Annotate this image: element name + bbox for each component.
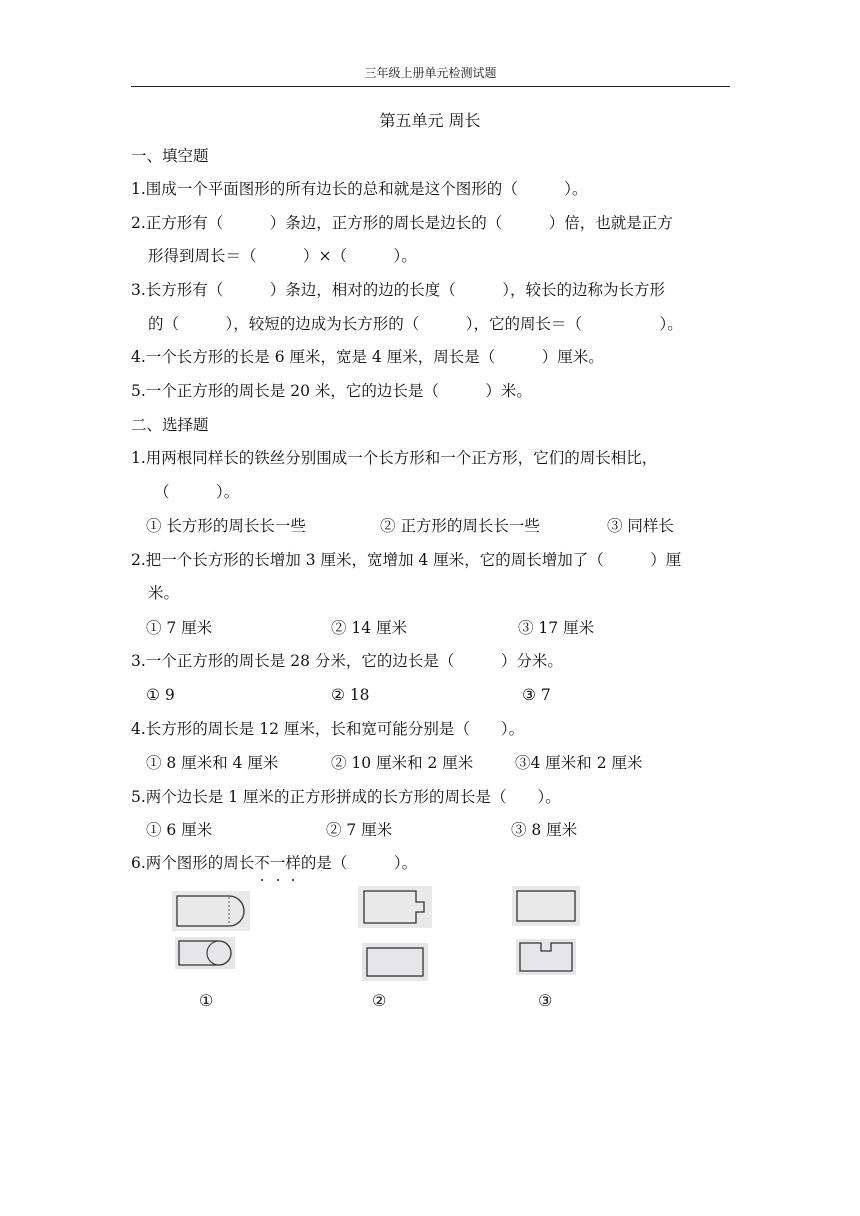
fill-question-1: 1.围成一个平面图形的所有边长的总和就是这个图形的（ ）。 — [131, 180, 588, 198]
choice-question-2-line-2: 米。 — [148, 584, 180, 602]
fill-question-2-line-1: 2.正方形有（ ）条边，正方形的周长是边长的（ ）倍，也就是正方 — [131, 214, 673, 232]
q6-text-post: 的是（ ）。 — [300, 854, 418, 872]
figure-2b-rect — [362, 943, 428, 981]
figure-label-2: ② — [372, 991, 387, 1010]
choice-5-option-3: ③ 8 厘米 — [511, 821, 578, 839]
choice-2-option-3: ③ 17 厘米 — [518, 619, 595, 637]
q6-text-pre: 6.两个图形的周长 — [131, 854, 255, 872]
figure-label-3: ③ — [538, 991, 553, 1010]
fill-question-5: 5.一个正方形的周长是 20 米，它的边长是（ ）米。 — [131, 382, 532, 400]
q6-emphasis-char: 样 — [285, 851, 301, 875]
choice-question-4: 4.长方形的周长是 12 厘米，长和宽可能分别是（ ）。 — [131, 720, 525, 738]
choice-1-option-1: ① 长方形的周长长一些 — [146, 517, 306, 535]
choice-question-2-line-1: 2.把一个长方形的长增加 3 厘米，宽增加 4 厘米，它的周长增加了（ ）厘 — [131, 551, 682, 569]
choice-3-option-2: ② 18 — [331, 686, 370, 704]
figure-1a-rect-semicircle-dashed — [172, 891, 250, 931]
choice-question-3: 3.一个正方形的周长是 28 分米，它的边长是（ ）分米。 — [131, 652, 563, 670]
fill-question-3-line-1: 3.长方形有（ ）条边，相对的边的长度（ ），较长的边称为长方形 — [131, 281, 666, 299]
choice-3-option-3: ③ 7 — [522, 686, 551, 704]
page-title: 第五单元 周长 — [379, 111, 481, 130]
fill-question-2-line-2: 形得到周长＝（ ）×（ ）。 — [148, 247, 417, 265]
figure-1b-rect-semicircle — [175, 937, 235, 969]
section-heading-choice: 二、选择题 — [131, 416, 209, 434]
choice-5-option-2: ② 7 厘米 — [326, 821, 393, 839]
choice-2-option-2: ② 14 厘米 — [331, 619, 408, 637]
choice-question-1-line-2: （ ）。 — [154, 483, 240, 501]
choice-1-option-3: ③ 同样长 — [607, 517, 674, 535]
page-header: 三年级上册单元检测试题 — [131, 64, 730, 87]
choice-5-option-1: ① 6 厘米 — [146, 821, 213, 839]
figure-2a-rect-with-tab — [358, 886, 432, 928]
q6-emphasis-char: 一 — [270, 851, 286, 875]
figure-3a-rect — [512, 886, 580, 926]
choice-2-option-1: ① 7 厘米 — [146, 619, 213, 637]
fill-question-4: 4.一个长方形的长是 6 厘米，宽是 4 厘米，周长是（ ）厘米。 — [131, 348, 604, 366]
choice-question-5: 5.两个边长是 1 厘米的正方形拼成的长方形的周长是（ ）。 — [131, 788, 561, 806]
fill-question-3-line-2: 的（ ），较短的边成为长方形的（ ），它的周长＝（ ）。 — [148, 315, 683, 333]
section-heading-fill-blank: 一、填空题 — [131, 147, 209, 165]
figure-3b-rect-with-notch — [516, 939, 576, 975]
figure-label-1: ① — [199, 991, 214, 1010]
choice-question-1-line-1: 1.用两根同样长的铁丝分别围成一个长方形和一个正方形，它们的周长相比， — [131, 449, 658, 467]
choice-4-option-1: ① 8 厘米和 4 厘米 — [146, 754, 279, 772]
choice-3-option-1: ① 9 — [146, 686, 175, 704]
q6-emphasis-char: 不 — [254, 851, 270, 875]
choice-4-option-3: ③4 厘米和 2 厘米 — [515, 754, 643, 772]
choice-4-option-2: ② 10 厘米和 2 厘米 — [331, 754, 474, 772]
choice-question-6 — [131, 851, 417, 875]
choice-1-option-2: ② 正方形的周长长一些 — [380, 517, 540, 535]
